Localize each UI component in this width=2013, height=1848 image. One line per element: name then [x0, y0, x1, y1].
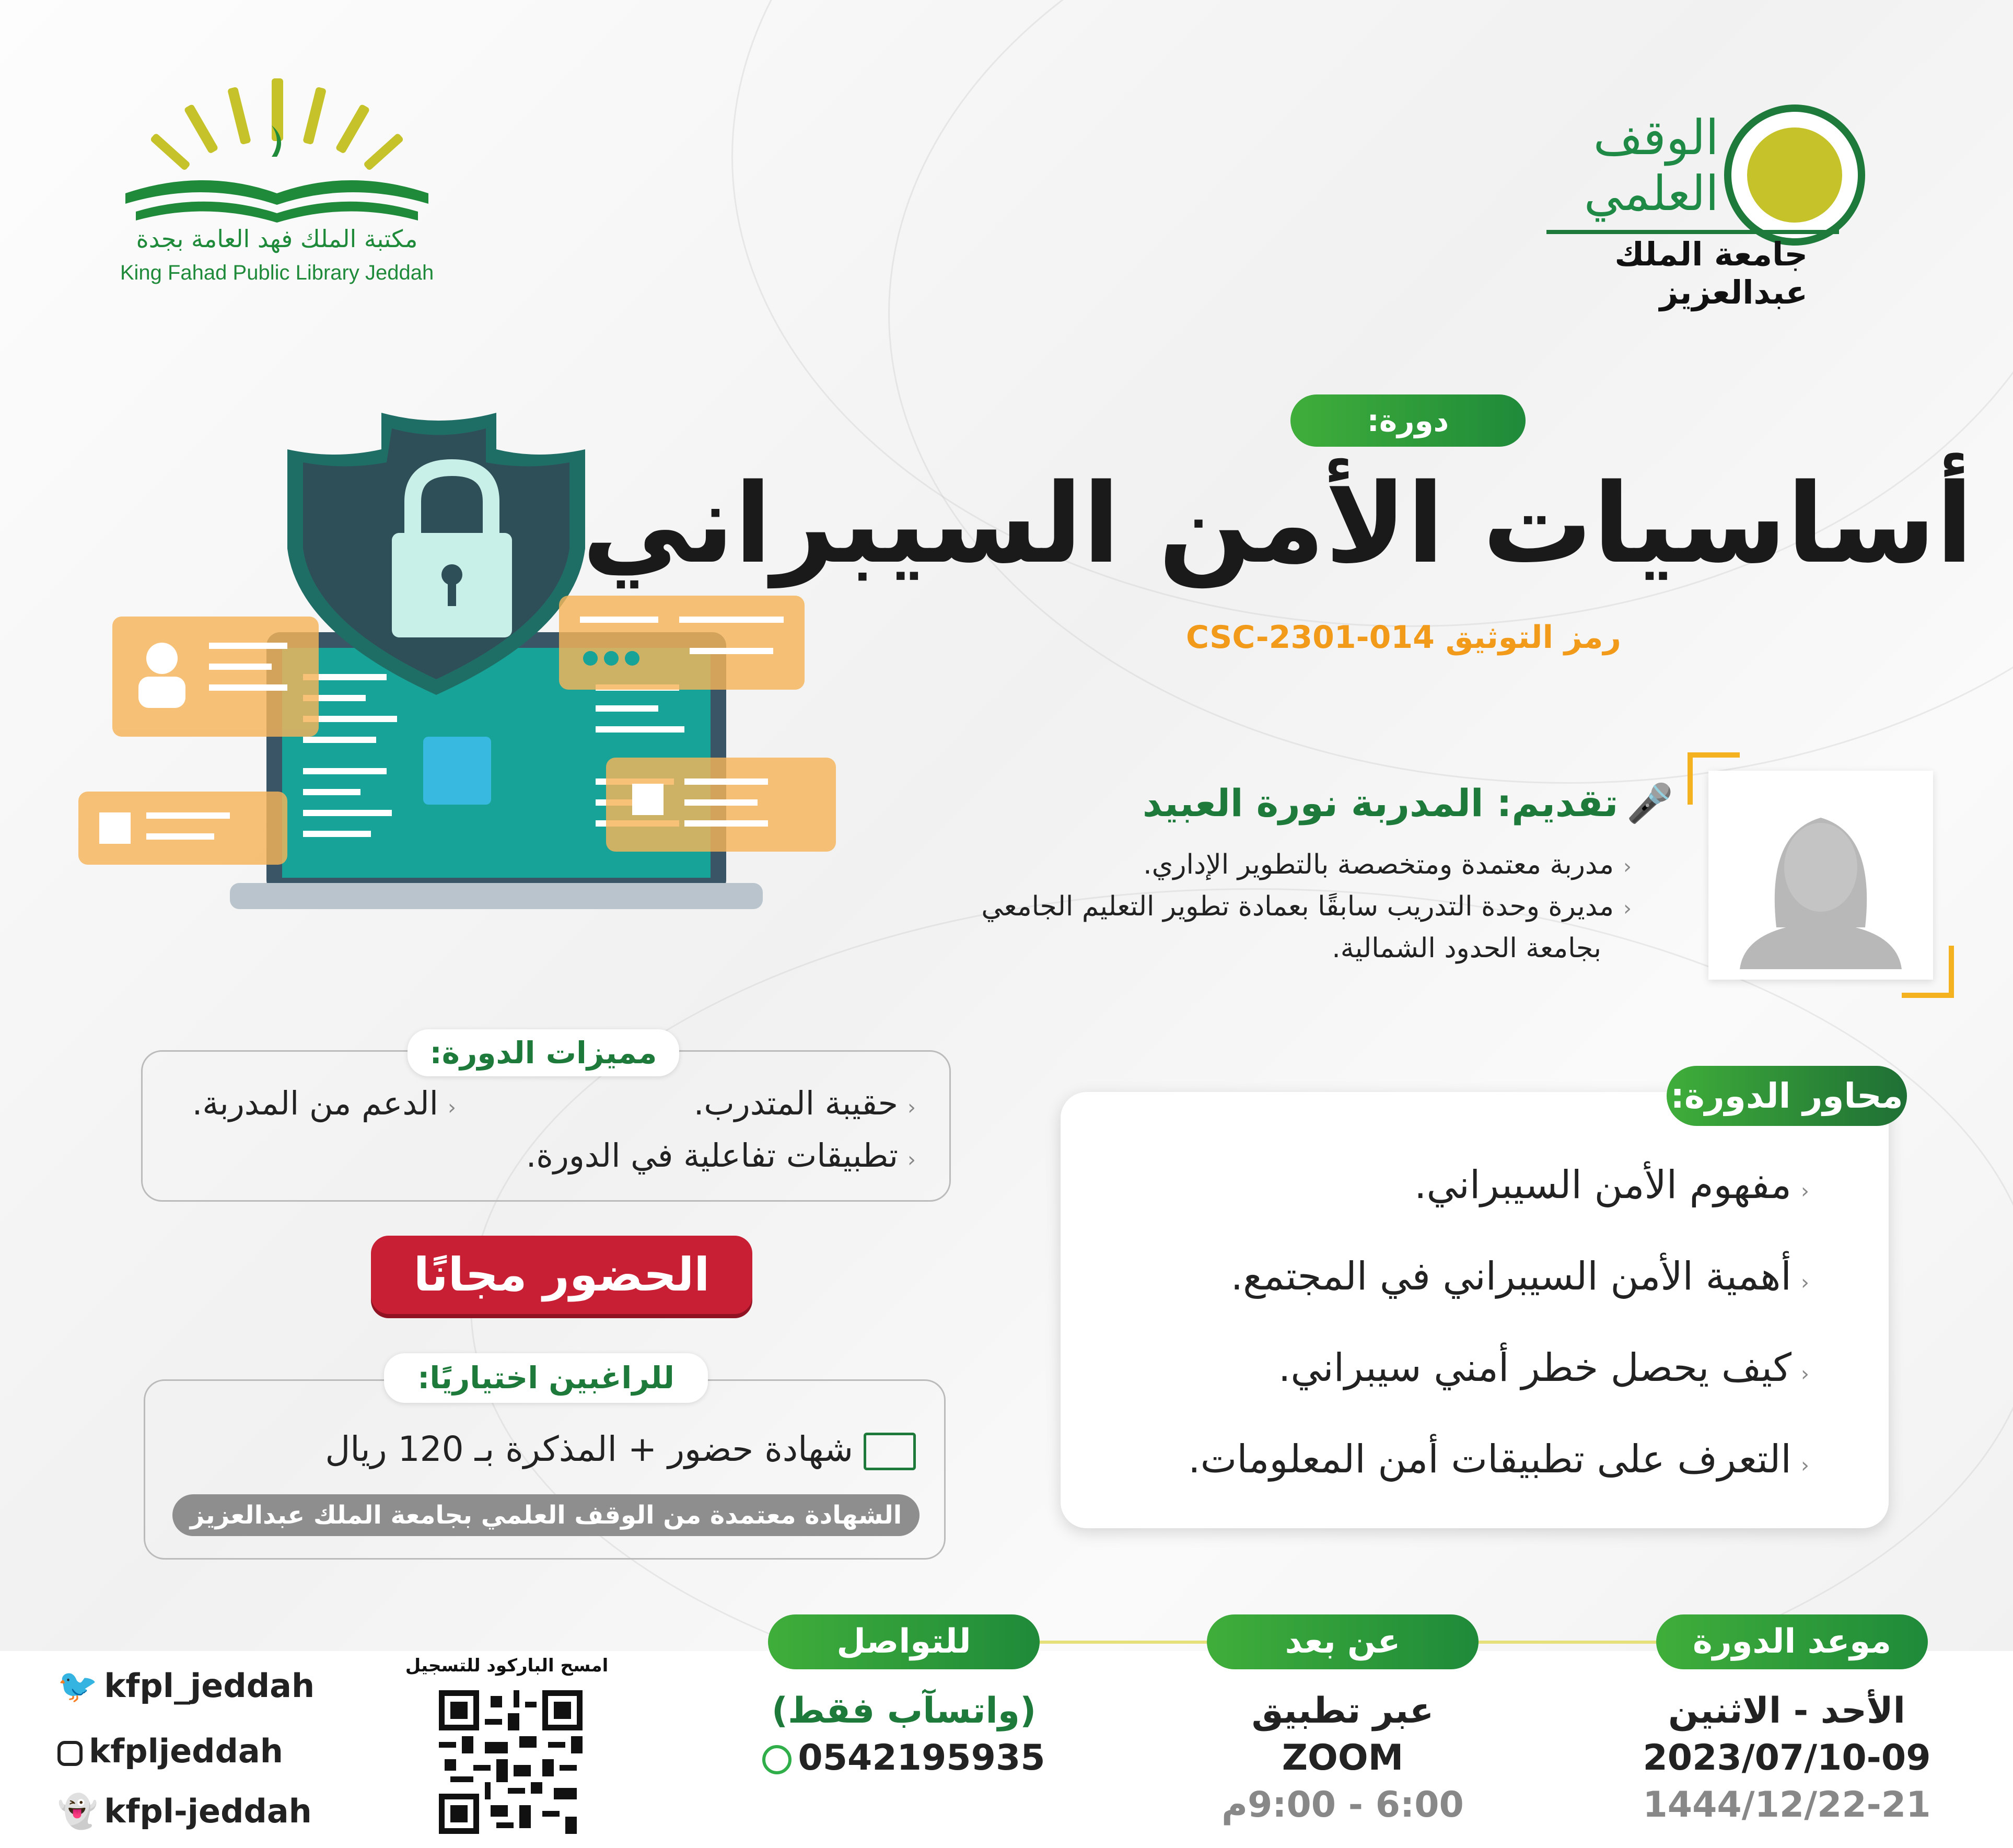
course-label-pill: دورة:	[1290, 394, 1526, 447]
kfpl-name-ar: مكتبة الملك فهد العامة بجدة	[136, 225, 418, 253]
frame-corner	[1902, 946, 1954, 998]
remote-app: ZOOM	[1282, 1737, 1404, 1779]
qr-label: امسح الباركود للتسجيل	[405, 1655, 609, 1676]
axis-item: ‹التعرف على تطبيقات أمن المعلومات.	[1188, 1437, 1809, 1482]
snapchat-icon: 👻	[57, 1792, 98, 1830]
kfpl-name-en: King Fahad Public Library Jeddah	[120, 261, 434, 284]
kfpl-logo	[115, 68, 439, 298]
remote-via: عبر تطبيق	[1251, 1690, 1434, 1731]
remote-time: 6:00 - 9:00م	[1221, 1784, 1464, 1826]
contact-note: (واتسآب فقط)	[771, 1690, 1037, 1731]
axis-item: ‹أهمية الأمن السيبراني في المجتمع.	[1230, 1254, 1809, 1299]
whatsapp-icon	[762, 1745, 792, 1774]
presenter-avatar	[1708, 771, 1933, 980]
schedule-date-gregorian: 2023/07/10-09	[1643, 1737, 1931, 1779]
waqf-emblem	[1724, 104, 1865, 246]
presenter-bio-item: ‹مدربة معتمدة ومتخصصة بالتطوير الإداري.	[1143, 849, 1632, 880]
certificate-icon	[864, 1433, 916, 1470]
feature-item: ‹الدعم من المدربة.	[192, 1084, 456, 1122]
waqf-name: الوقف العلمي	[1584, 110, 1719, 222]
microphone-icon: 🎤	[1626, 781, 1673, 825]
snapchat-handle[interactable]: 👻 kfpl-jeddah	[57, 1792, 312, 1830]
free-attendance-badge: الحضور مجانًا	[371, 1236, 752, 1314]
axis-item: ‹مفهوم الأمن السيبراني.	[1414, 1163, 1809, 1207]
optional-label: للراغبين اختياريًا:	[384, 1353, 708, 1403]
contact-label: للتواصل	[768, 1614, 1040, 1669]
feature-item: ‹تطبيقات تفاعلية في الدورة.	[526, 1136, 916, 1175]
registration-qr-code[interactable]	[439, 1690, 583, 1834]
course-title: أساسيات الأمن السيبراني	[582, 460, 1973, 588]
feature-item: ‹حقيبة المتدرب.	[693, 1084, 916, 1122]
schedule-label: موعد الدورة	[1656, 1614, 1928, 1669]
instagram-icon	[57, 1741, 83, 1766]
axis-item: ‹كيف يحصل خطر أمني سيبراني.	[1278, 1345, 1809, 1390]
certificate-note: الشهادة معتمدة من الوقف العلمي بجامعة الملك عبدالعزيز	[172, 1494, 920, 1536]
remote-label: عن بعد	[1207, 1614, 1479, 1669]
contact-phone[interactable]: 0542195935	[695, 1737, 1113, 1779]
certification-code: رمز التوثيق CSC-2301-014	[1186, 619, 1621, 656]
kau-waqf-logo	[1536, 94, 1912, 311]
twitter-handle[interactable]: 🐦 kfpl_jeddah	[57, 1667, 315, 1705]
presenter-bio-item: بجامعة الحدود الشمالية.	[1332, 933, 1601, 964]
university-name: جامعة الملك عبدالعزيز	[1614, 235, 1808, 311]
frame-corner	[1688, 752, 1740, 805]
twitter-icon: 🐦	[57, 1667, 98, 1705]
schedule-days: الأحد - الاثنين	[1668, 1690, 1905, 1731]
schedule-date-hijri: 1444/12/22-21	[1643, 1784, 1931, 1826]
presenter-name: 🎤تقديم: المدربة نورة العبيد	[1142, 781, 1673, 825]
course-axes-label: محاور الدورة:	[1667, 1066, 1907, 1126]
presenter-bio-item: ‹مديرة وحدة التدريب سابقًا بعمادة تطوير التعليم الجامعي	[981, 891, 1632, 922]
instagram-handle[interactable]: kfpljeddah	[57, 1732, 283, 1770]
certificate-price: شهادة حضور + المذكرة بـ 120 ريال	[325, 1429, 916, 1470]
features-label: مميزات الدورة:	[408, 1029, 679, 1076]
